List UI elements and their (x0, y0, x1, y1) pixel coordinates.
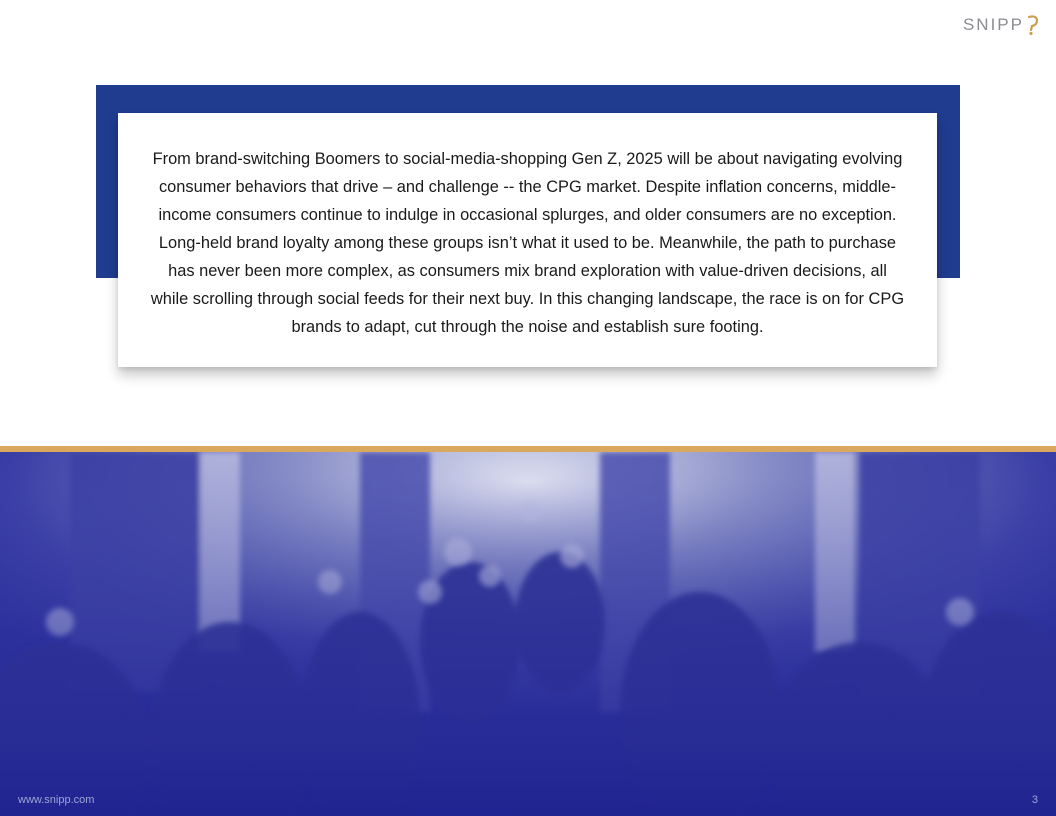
crowd-photo (0, 452, 1056, 816)
brush-mark-icon (1026, 14, 1040, 36)
footer-url[interactable]: www.snipp.com (18, 794, 95, 806)
crowd-photo-illustration (0, 452, 1056, 816)
logo-text: SNIPP (962, 15, 1024, 34)
page-number: 3 (1031, 794, 1038, 806)
snipp-logo (963, 14, 1040, 36)
intro-paragraph: From brand-switching Boomers to social-media-shopping Gen Z, 2025 will be about navigating evolving consumer behaviors that drive – and challenge -- the CPG market. Despite inflation concerns, middle-income consumers continue to indulge in occasional splurges, and older consumers are no exception. Long-held brand loyalty among these groups isn’t what it used to be. Meanwhile, the path to purchase has never been more complex, as consumers mix brand exploration with value-driven decisions, all while scrolling through social feeds for their next buy. In this changing landscape, the race is on for CPG brands to adapt, cut through the noise and establish sure footing. (150, 150, 905, 336)
intro-card (118, 113, 937, 367)
